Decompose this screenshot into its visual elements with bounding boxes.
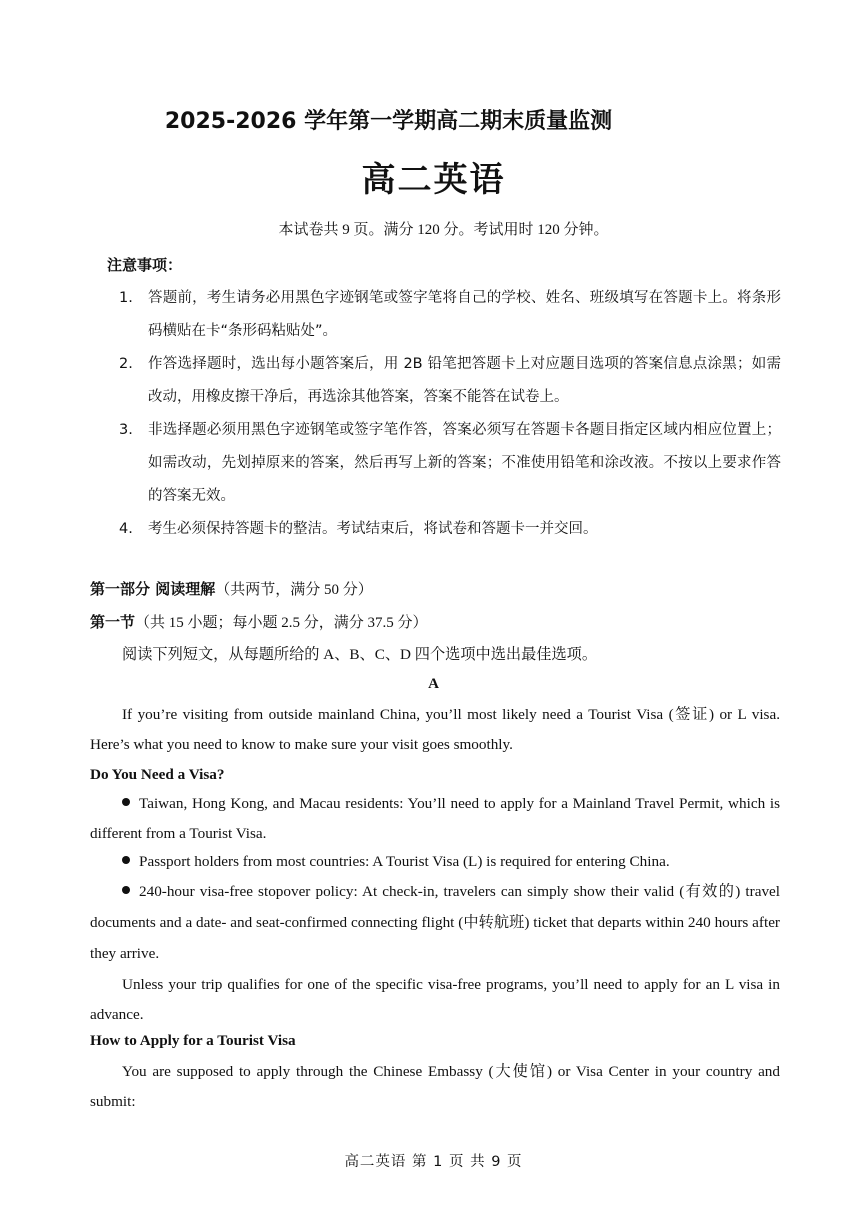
notice-list bbox=[119, 282, 781, 546]
bullet-text: 240-hour visa-free stopover policy: At check-in, travelers can simply show their valid (有效的) travel documents and a date- and seat-confirmed connecting flight (中转航班) ticket that departs within 240 hours after they arrive. bbox=[90, 883, 780, 962]
notice-number: 2. bbox=[119, 356, 133, 372]
exam-info: 本试卷共 9 页。满分 120 分。考试用时 120 分钟。 bbox=[278, 222, 609, 238]
notice-item bbox=[119, 513, 781, 546]
part-one-title: 第一部分 阅读理解 bbox=[90, 580, 216, 598]
bullet-item bbox=[90, 789, 780, 849]
apply-heading: How to Apply for a Tourist Visa bbox=[90, 1032, 296, 1049]
notice-item bbox=[119, 282, 781, 348]
passage-label: A bbox=[428, 676, 439, 692]
bullet-icon bbox=[122, 798, 130, 806]
notice-item bbox=[119, 414, 781, 513]
visa-need-heading: Do You Need a Visa? bbox=[90, 766, 225, 783]
exam-title: 2025-2026 学年第一学期高二期末质量监测 bbox=[164, 109, 613, 134]
section-one-note: （共 15 小题；每小题 2.5 分，满分 37.5 分） bbox=[135, 615, 428, 631]
section-one-title: 第一节 bbox=[90, 613, 136, 631]
notice-number: 4. bbox=[119, 521, 133, 537]
notice-text: 答题前，考生请务必用黑色字迹钢笔或签字笔将自己的学校、姓名、班级填写在答题卡上。将条形码横贴在卡“条形码粘贴处”。 bbox=[148, 290, 781, 339]
notice-item bbox=[119, 348, 781, 414]
section-instruction: 阅读下列短文，从每题所给的 A、B、C、D 四个选项中选出最佳选项。 bbox=[122, 646, 598, 663]
visa-free-note: Unless your trip qualifies for one of the specific visa-free programs, you’ll need to apply for an L visa in advance. bbox=[90, 976, 780, 1023]
notice-text: 作答选择题时，选出每小题答案后，用 2B 铅笔把答题卡上对应题目选项的答案信息点涂黑；如需改动，用橡皮擦干净后，再选涂其他答案，答案不能答在试卷上。 bbox=[148, 356, 781, 405]
bullet-icon bbox=[122, 886, 130, 894]
bullet-text: Taiwan, Hong Kong, and Macau residents: You’ll need to apply for a Mainland Travel Permit, which is different from a Tourist Visa. bbox=[90, 795, 780, 842]
bullet-item bbox=[90, 876, 780, 969]
part-one-note: （共两节，满分 50 分） bbox=[215, 582, 373, 598]
bullet-item bbox=[90, 847, 780, 877]
section-one-heading bbox=[90, 611, 428, 632]
notice-number: 3. bbox=[119, 422, 133, 438]
notice-text: 考生必须保持答题卡的整洁。考试结束后，将试卷和答题卡一并交回。 bbox=[148, 521, 598, 537]
apply-text: You are supposed to apply through the Chinese Embassy (大使馆) or Visa Center in your country and submit: bbox=[90, 1063, 780, 1110]
subject-title: 高二英语 bbox=[361, 160, 506, 200]
part-one-heading bbox=[90, 578, 373, 599]
notice-heading: 注意事项： bbox=[107, 256, 183, 274]
bullet-text: Passport holders from most countries: A Tourist Visa (L) is required for entering China. bbox=[139, 853, 670, 870]
passage-intro: If you’re visiting from outside mainland China, you’ll most likely need a Tourist Visa (签证) or L visa. Here’s what you need to know to make sure your visit goes smoothly. bbox=[90, 706, 780, 753]
notice-text: 非选择题必须用黑色字迹钢笔或签字笔作答，答案必须写在答题卡各题目指定区域内相应位置上；如需改动，先划掉原来的答案，然后再写上新的答案；不准使用铅笔和涂改液。不按以上要求作答的答案无效。 bbox=[148, 422, 781, 504]
notice-number: 1. bbox=[119, 290, 133, 306]
bullet-icon bbox=[122, 856, 130, 864]
page-footer: 高二英语 第 1 页 共 9 页 bbox=[344, 1154, 523, 1170]
